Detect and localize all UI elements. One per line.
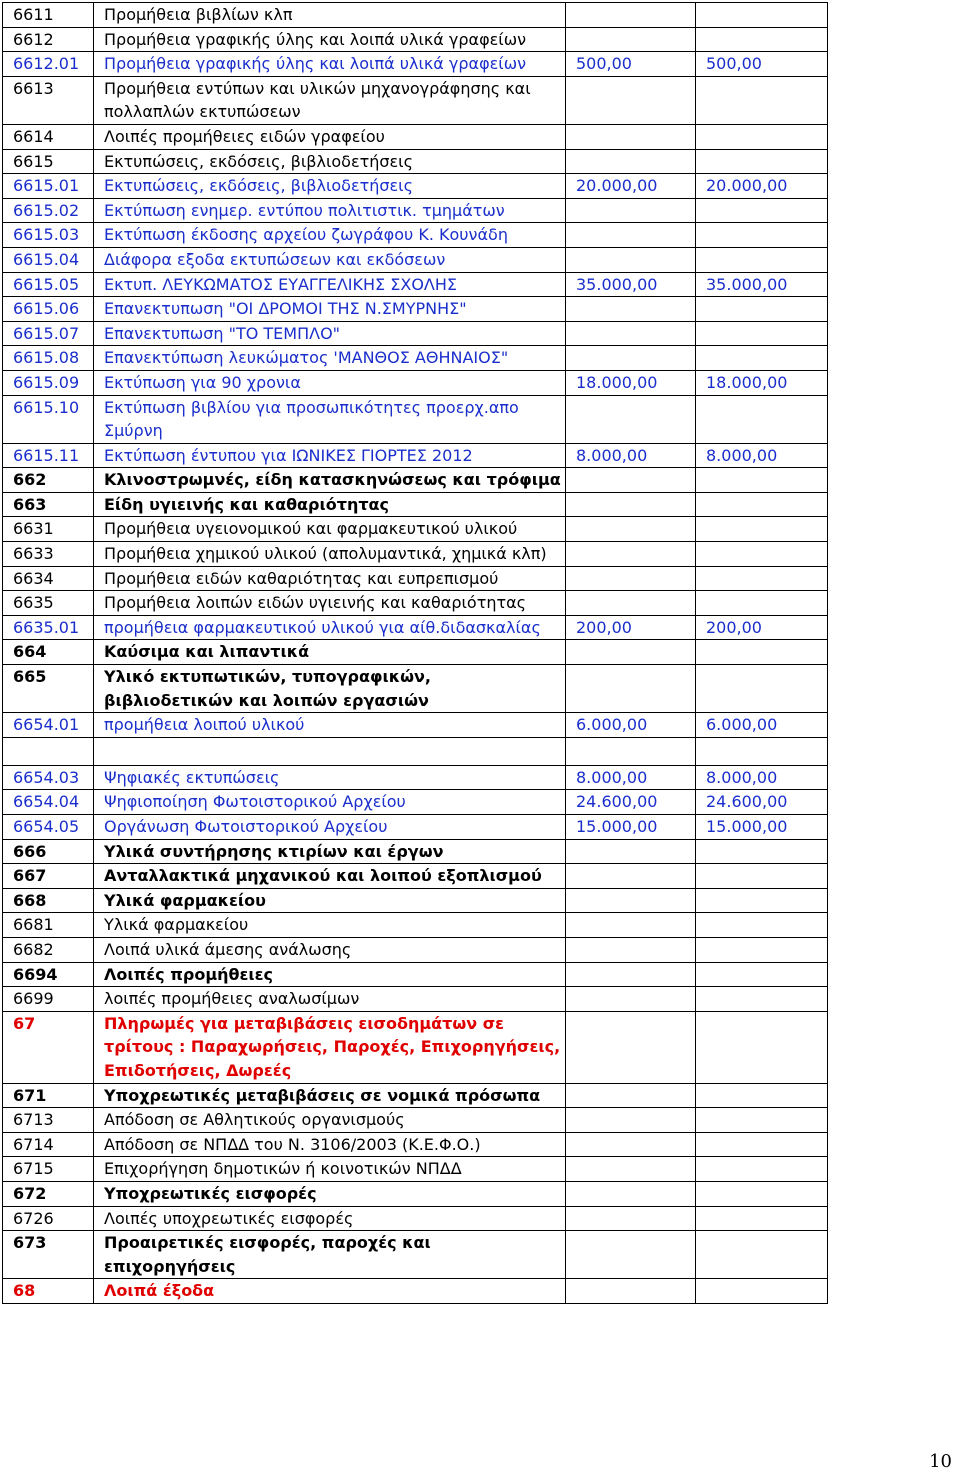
amount-cell-2	[696, 1181, 828, 1206]
account-code-cell: 6615.06	[3, 297, 94, 322]
account-description-cell: Προμήθεια γραφικής ύλης και λοιπά υλικά γραφείων	[94, 52, 566, 77]
amount-cell-2	[696, 76, 828, 124]
account-code-cell: 6615.04	[3, 247, 94, 272]
amount-cell-2	[696, 247, 828, 272]
amount-cell-2	[696, 297, 828, 322]
account-description-cell: Ψηφιακές εκτυπώσεις	[94, 765, 566, 790]
table-row	[3, 468, 828, 493]
account-code-cell: 6694	[3, 962, 94, 987]
amount-cell-1	[566, 566, 696, 591]
table-row	[3, 1108, 828, 1133]
amount-cell-2	[696, 640, 828, 665]
account-description-cell: Εκτύπωση για 90 χρονια	[94, 370, 566, 395]
table-row	[3, 3, 828, 28]
amount-cell-2	[696, 987, 828, 1012]
table-row	[3, 1279, 828, 1304]
amount-cell-2	[696, 1231, 828, 1279]
amount-cell-2	[696, 542, 828, 567]
table-row	[3, 1181, 828, 1206]
account-description-cell: Υποχρεωτικές εισφορές	[94, 1181, 566, 1206]
table-row	[3, 223, 828, 248]
account-description-cell: Εκτύπωση ενημερ. εντύπου πολιτιστικ. τμημάτων	[94, 198, 566, 223]
account-description-cell: Καύσιμα και λιπαντικά	[94, 640, 566, 665]
amount-cell-1	[566, 864, 696, 889]
amount-cell-1	[566, 737, 696, 765]
table-row	[3, 272, 828, 297]
table-row	[3, 839, 828, 864]
amount-cell-1	[566, 27, 696, 52]
amount-cell-1	[566, 1157, 696, 1182]
account-code-cell: 6615.05	[3, 272, 94, 297]
amount-cell-1	[566, 1206, 696, 1231]
table-row	[3, 346, 828, 371]
account-description-cell	[94, 737, 566, 765]
amount-cell-1: 15.000,00	[566, 815, 696, 840]
account-code-cell: 671	[3, 1083, 94, 1108]
account-code-cell: 6634	[3, 566, 94, 591]
account-code-cell: 666	[3, 839, 94, 864]
amount-cell-1	[566, 839, 696, 864]
account-code-cell: 6631	[3, 517, 94, 542]
account-description-cell: Υλικό εκτυπωτικών, τυπογραφικών, βιβλιοδετικών και λοιπών εργασιών	[94, 665, 566, 713]
account-code-cell: 6615.08	[3, 346, 94, 371]
amount-cell-2	[696, 223, 828, 248]
budget-table	[2, 2, 828, 1304]
amount-cell-2	[696, 1157, 828, 1182]
account-code-cell: 6654.05	[3, 815, 94, 840]
account-code-cell: 6615.11	[3, 443, 94, 468]
account-description-cell: Επανεκτυπωση "ΟΙ ΔΡΟΜΟΙ ΤΗΣ Ν.ΣΜΥΡΝΗΣ"	[94, 297, 566, 322]
account-description-cell: Λοιπές υποχρεωτικές εισφορές	[94, 1206, 566, 1231]
amount-cell-2	[696, 962, 828, 987]
amount-cell-1: 18.000,00	[566, 370, 696, 395]
amount-cell-1	[566, 962, 696, 987]
account-description-cell: Προμήθεια ειδών καθαριότητας και ευπρεπισμού	[94, 566, 566, 591]
account-code-cell: 6614	[3, 124, 94, 149]
amount-cell-2	[696, 492, 828, 517]
account-description-cell: Προμήθεια λοιπών ειδών υγιεινής και καθαριότητας	[94, 591, 566, 616]
account-description-cell: Επανεκτυπωση "ΤΟ ΤΕΜΠΛΟ"	[94, 321, 566, 346]
account-description-cell: λοιπές προμήθειες αναλωσίμων	[94, 987, 566, 1012]
account-code-cell: 6615.01	[3, 174, 94, 199]
account-description-cell: Προμήθεια χημικού υλικού (απολυμαντικά, χημικά κλπ)	[94, 542, 566, 567]
table-row	[3, 76, 828, 124]
amount-cell-1	[566, 591, 696, 616]
table-row	[3, 864, 828, 889]
account-code-cell: 67	[3, 1011, 94, 1083]
account-description-cell: Απόδοση σε ΝΠΔΔ του Ν. 3106/2003 (Κ.Ε.Φ.Ο.)	[94, 1132, 566, 1157]
account-description-cell: Λοιπά έξοδα	[94, 1279, 566, 1304]
amount-cell-2: 8.000,00	[696, 443, 828, 468]
amount-cell-2	[696, 346, 828, 371]
amount-cell-1: 6.000,00	[566, 713, 696, 738]
account-code-cell: 6615.09	[3, 370, 94, 395]
account-description-cell: προμήθεια φαρμακευτικού υλικού για αίθ.διδασκαλίας	[94, 615, 566, 640]
amount-cell-1	[566, 665, 696, 713]
account-code-cell: 6654.01	[3, 713, 94, 738]
account-code-cell: 6612	[3, 27, 94, 52]
account-description-cell: Υλικά φαρμακείου	[94, 888, 566, 913]
amount-cell-2	[696, 198, 828, 223]
table-row	[3, 640, 828, 665]
account-code-cell: 6715	[3, 1157, 94, 1182]
account-code-cell: 6654.04	[3, 790, 94, 815]
table-row	[3, 987, 828, 1012]
amount-cell-1	[566, 937, 696, 962]
amount-cell-1	[566, 1011, 696, 1083]
table-row	[3, 1206, 828, 1231]
table-row	[3, 395, 828, 443]
account-description-cell: προμήθεια λοιπού υλικού	[94, 713, 566, 738]
amount-cell-1	[566, 888, 696, 913]
amount-cell-2: 24.600,00	[696, 790, 828, 815]
amount-cell-2	[696, 468, 828, 493]
budget-table-body	[3, 3, 828, 1304]
table-row	[3, 888, 828, 913]
account-description-cell: Διάφορα εξοδα εκτυπώσεων και εκδόσεων	[94, 247, 566, 272]
amount-cell-1: 20.000,00	[566, 174, 696, 199]
account-description-cell: Λοιπές προμήθειες ειδών γραφείου	[94, 124, 566, 149]
account-code-cell: 6682	[3, 937, 94, 962]
amount-cell-1	[566, 395, 696, 443]
table-row	[3, 937, 828, 962]
table-row	[3, 566, 828, 591]
amount-cell-1	[566, 198, 696, 223]
account-description-cell: Είδη υγιεινής και καθαριότητας	[94, 492, 566, 517]
table-row	[3, 542, 828, 567]
table-row	[3, 1157, 828, 1182]
amount-cell-2	[696, 517, 828, 542]
account-description-cell: Εκτύπωση έντυπου για ΙΩΝΙΚΕΣ ΓΙΟΡΤΕΣ 2012	[94, 443, 566, 468]
account-code-cell: 664	[3, 640, 94, 665]
amount-cell-2: 15.000,00	[696, 815, 828, 840]
account-description-cell: Εκτυπώσεις, εκδόσεις, βιβλιοδετήσεις	[94, 149, 566, 174]
account-description-cell: Ψηφιοποίηση Φωτοιστορικού Αρχείου	[94, 790, 566, 815]
account-code-cell: 6713	[3, 1108, 94, 1133]
amount-cell-1: 35.000,00	[566, 272, 696, 297]
account-code-cell: 6681	[3, 913, 94, 938]
table-row	[3, 443, 828, 468]
amount-cell-2	[696, 1132, 828, 1157]
amount-cell-1	[566, 1132, 696, 1157]
table-row	[3, 591, 828, 616]
amount-cell-2	[696, 864, 828, 889]
amount-cell-1	[566, 1181, 696, 1206]
table-row	[3, 665, 828, 713]
table-row	[3, 370, 828, 395]
account-code-cell: 6615.10	[3, 395, 94, 443]
amount-cell-1	[566, 297, 696, 322]
account-code-cell: 6615.07	[3, 321, 94, 346]
amount-cell-2	[696, 1083, 828, 1108]
amount-cell-2	[696, 3, 828, 28]
amount-cell-1	[566, 3, 696, 28]
account-code-cell: 673	[3, 1231, 94, 1279]
amount-cell-1	[566, 149, 696, 174]
amount-cell-2: 35.000,00	[696, 272, 828, 297]
amount-cell-1	[566, 640, 696, 665]
amount-cell-1	[566, 987, 696, 1012]
amount-cell-1	[566, 321, 696, 346]
account-description-cell: Λοιπά υλικά άμεσης ανάλωσης	[94, 937, 566, 962]
account-description-cell: Προμήθεια βιβλίων κλπ	[94, 3, 566, 28]
account-code-cell: 6633	[3, 542, 94, 567]
page-number: 10	[929, 1451, 952, 1472]
account-description-cell: Κλινοστρωμνές, είδη κατασκηνώσεως και τρόφιμα	[94, 468, 566, 493]
account-code-cell: 6635.01	[3, 615, 94, 640]
table-row	[3, 790, 828, 815]
amount-cell-2: 18.000,00	[696, 370, 828, 395]
amount-cell-1: 8.000,00	[566, 765, 696, 790]
amount-cell-1	[566, 913, 696, 938]
amount-cell-1: 500,00	[566, 52, 696, 77]
amount-cell-1: 200,00	[566, 615, 696, 640]
amount-cell-2	[696, 737, 828, 765]
table-row	[3, 517, 828, 542]
table-row	[3, 247, 828, 272]
table-row	[3, 1132, 828, 1157]
account-description-cell: Εκτύπωση έκδοσης αρχείου ζωγράφου Κ. Κουνάδη	[94, 223, 566, 248]
amount-cell-2	[696, 395, 828, 443]
amount-cell-1	[566, 124, 696, 149]
account-description-cell: Υλικά φαρμακείου	[94, 913, 566, 938]
amount-cell-1	[566, 223, 696, 248]
amount-cell-2	[696, 27, 828, 52]
account-code-cell: 668	[3, 888, 94, 913]
amount-cell-2: 20.000,00	[696, 174, 828, 199]
account-description-cell: Εκτυπώσεις, εκδόσεις, βιβλιοδετήσεις	[94, 174, 566, 199]
table-row	[3, 1231, 828, 1279]
account-code-cell: 672	[3, 1181, 94, 1206]
amount-cell-1	[566, 468, 696, 493]
account-code-cell: 663	[3, 492, 94, 517]
account-description-cell: Προμήθεια υγειονομικού και φαρμακευτικού υλικού	[94, 517, 566, 542]
amount-cell-2	[696, 913, 828, 938]
account-description-cell: Λοιπές προμήθειες	[94, 962, 566, 987]
account-code-cell: 6615.02	[3, 198, 94, 223]
table-row	[3, 1083, 828, 1108]
account-description-cell: Εκτυπ. ΛΕΥΚΩΜΑΤΟΣ ΕΥΑΓΓΕΛΙΚΗΣ ΣΧΟΛΗΣ	[94, 272, 566, 297]
amount-cell-1	[566, 1231, 696, 1279]
amount-cell-2	[696, 839, 828, 864]
amount-cell-1: 24.600,00	[566, 790, 696, 815]
account-code-cell: 6611	[3, 3, 94, 28]
table-row	[3, 765, 828, 790]
table-row	[3, 149, 828, 174]
account-code-cell: 662	[3, 468, 94, 493]
amount-cell-1	[566, 542, 696, 567]
amount-cell-1	[566, 76, 696, 124]
amount-cell-1: 8.000,00	[566, 443, 696, 468]
table-row	[3, 492, 828, 517]
amount-cell-1	[566, 247, 696, 272]
account-description-cell: Εκτύπωση βιβλίου για προσωπικότητες προερχ.απο Σμύρνη	[94, 395, 566, 443]
amount-cell-2	[696, 124, 828, 149]
amount-cell-2	[696, 937, 828, 962]
amount-cell-2	[696, 1279, 828, 1304]
table-row	[3, 174, 828, 199]
account-code-cell: 6654.03	[3, 765, 94, 790]
account-code-cell: 665	[3, 665, 94, 713]
table-row	[3, 297, 828, 322]
amount-cell-1	[566, 1083, 696, 1108]
amount-cell-1	[566, 1108, 696, 1133]
table-row	[3, 713, 828, 738]
account-description-cell: Προαιρετικές εισφορές, παροχές και επιχορηγήσεις	[94, 1231, 566, 1279]
table-row	[3, 198, 828, 223]
account-code-cell: 6699	[3, 987, 94, 1012]
table-row	[3, 52, 828, 77]
amount-cell-2: 500,00	[696, 52, 828, 77]
account-description-cell: Οργάνωση Φωτοιστορικού Αρχείου	[94, 815, 566, 840]
table-row	[3, 962, 828, 987]
amount-cell-2: 200,00	[696, 615, 828, 640]
account-code-cell: 6612.01	[3, 52, 94, 77]
account-description-cell: Προμήθεια εντύπων και υλικών μηχανογράφησης και πολλαπλών εκτυπώσεων	[94, 76, 566, 124]
amount-cell-2	[696, 1206, 828, 1231]
amount-cell-2	[696, 321, 828, 346]
amount-cell-1	[566, 492, 696, 517]
table-row	[3, 737, 828, 765]
amount-cell-2	[696, 1011, 828, 1083]
amount-cell-2: 6.000,00	[696, 713, 828, 738]
account-description-cell: Υλικά συντήρησης κτιρίων και έργων	[94, 839, 566, 864]
account-description-cell: Επιχορήγηση δημοτικών ή κοινοτικών ΝΠΔΔ	[94, 1157, 566, 1182]
amount-cell-2	[696, 149, 828, 174]
account-description-cell: Υποχρεωτικές μεταβιβάσεις σε νομικά πρόσωπα	[94, 1083, 566, 1108]
account-description-cell: Απόδοση σε Αθλητικούς οργανισμούς	[94, 1108, 566, 1133]
amount-cell-2	[696, 888, 828, 913]
amount-cell-2	[696, 591, 828, 616]
account-code-cell: 6613	[3, 76, 94, 124]
table-row	[3, 27, 828, 52]
account-code-cell: 6726	[3, 1206, 94, 1231]
account-code-cell	[3, 737, 94, 765]
account-code-cell: 6615.03	[3, 223, 94, 248]
account-code-cell: 6635	[3, 591, 94, 616]
account-code-cell: 6714	[3, 1132, 94, 1157]
table-row	[3, 913, 828, 938]
table-row	[3, 815, 828, 840]
amount-cell-2	[696, 665, 828, 713]
amount-cell-1	[566, 517, 696, 542]
account-description-cell: Προμήθεια γραφικής ύλης και λοιπά υλικά γραφείων	[94, 27, 566, 52]
table-row	[3, 615, 828, 640]
account-description-cell: Ανταλλακτικά μηχανικού και λοιπού εξοπλισμού	[94, 864, 566, 889]
table-row	[3, 321, 828, 346]
amount-cell-1	[566, 1279, 696, 1304]
account-code-cell: 68	[3, 1279, 94, 1304]
amount-cell-1	[566, 346, 696, 371]
account-code-cell: 667	[3, 864, 94, 889]
account-description-cell: Επανεκτύπωση λευκώματος 'ΜΑΝΘΟΣ ΑΘΗΝΑΙΟΣ"	[94, 346, 566, 371]
table-row	[3, 124, 828, 149]
amount-cell-2	[696, 1108, 828, 1133]
table-row	[3, 1011, 828, 1083]
amount-cell-2	[696, 566, 828, 591]
account-description-cell: Πληρωμές για μεταβιβάσεις εισοδημάτων σε τρίτους : Παραχωρήσεις, Παροχές, Επιχορηγήσεις, Επιδοτήσεις, Δωρεές	[94, 1011, 566, 1083]
account-code-cell: 6615	[3, 149, 94, 174]
amount-cell-2: 8.000,00	[696, 765, 828, 790]
